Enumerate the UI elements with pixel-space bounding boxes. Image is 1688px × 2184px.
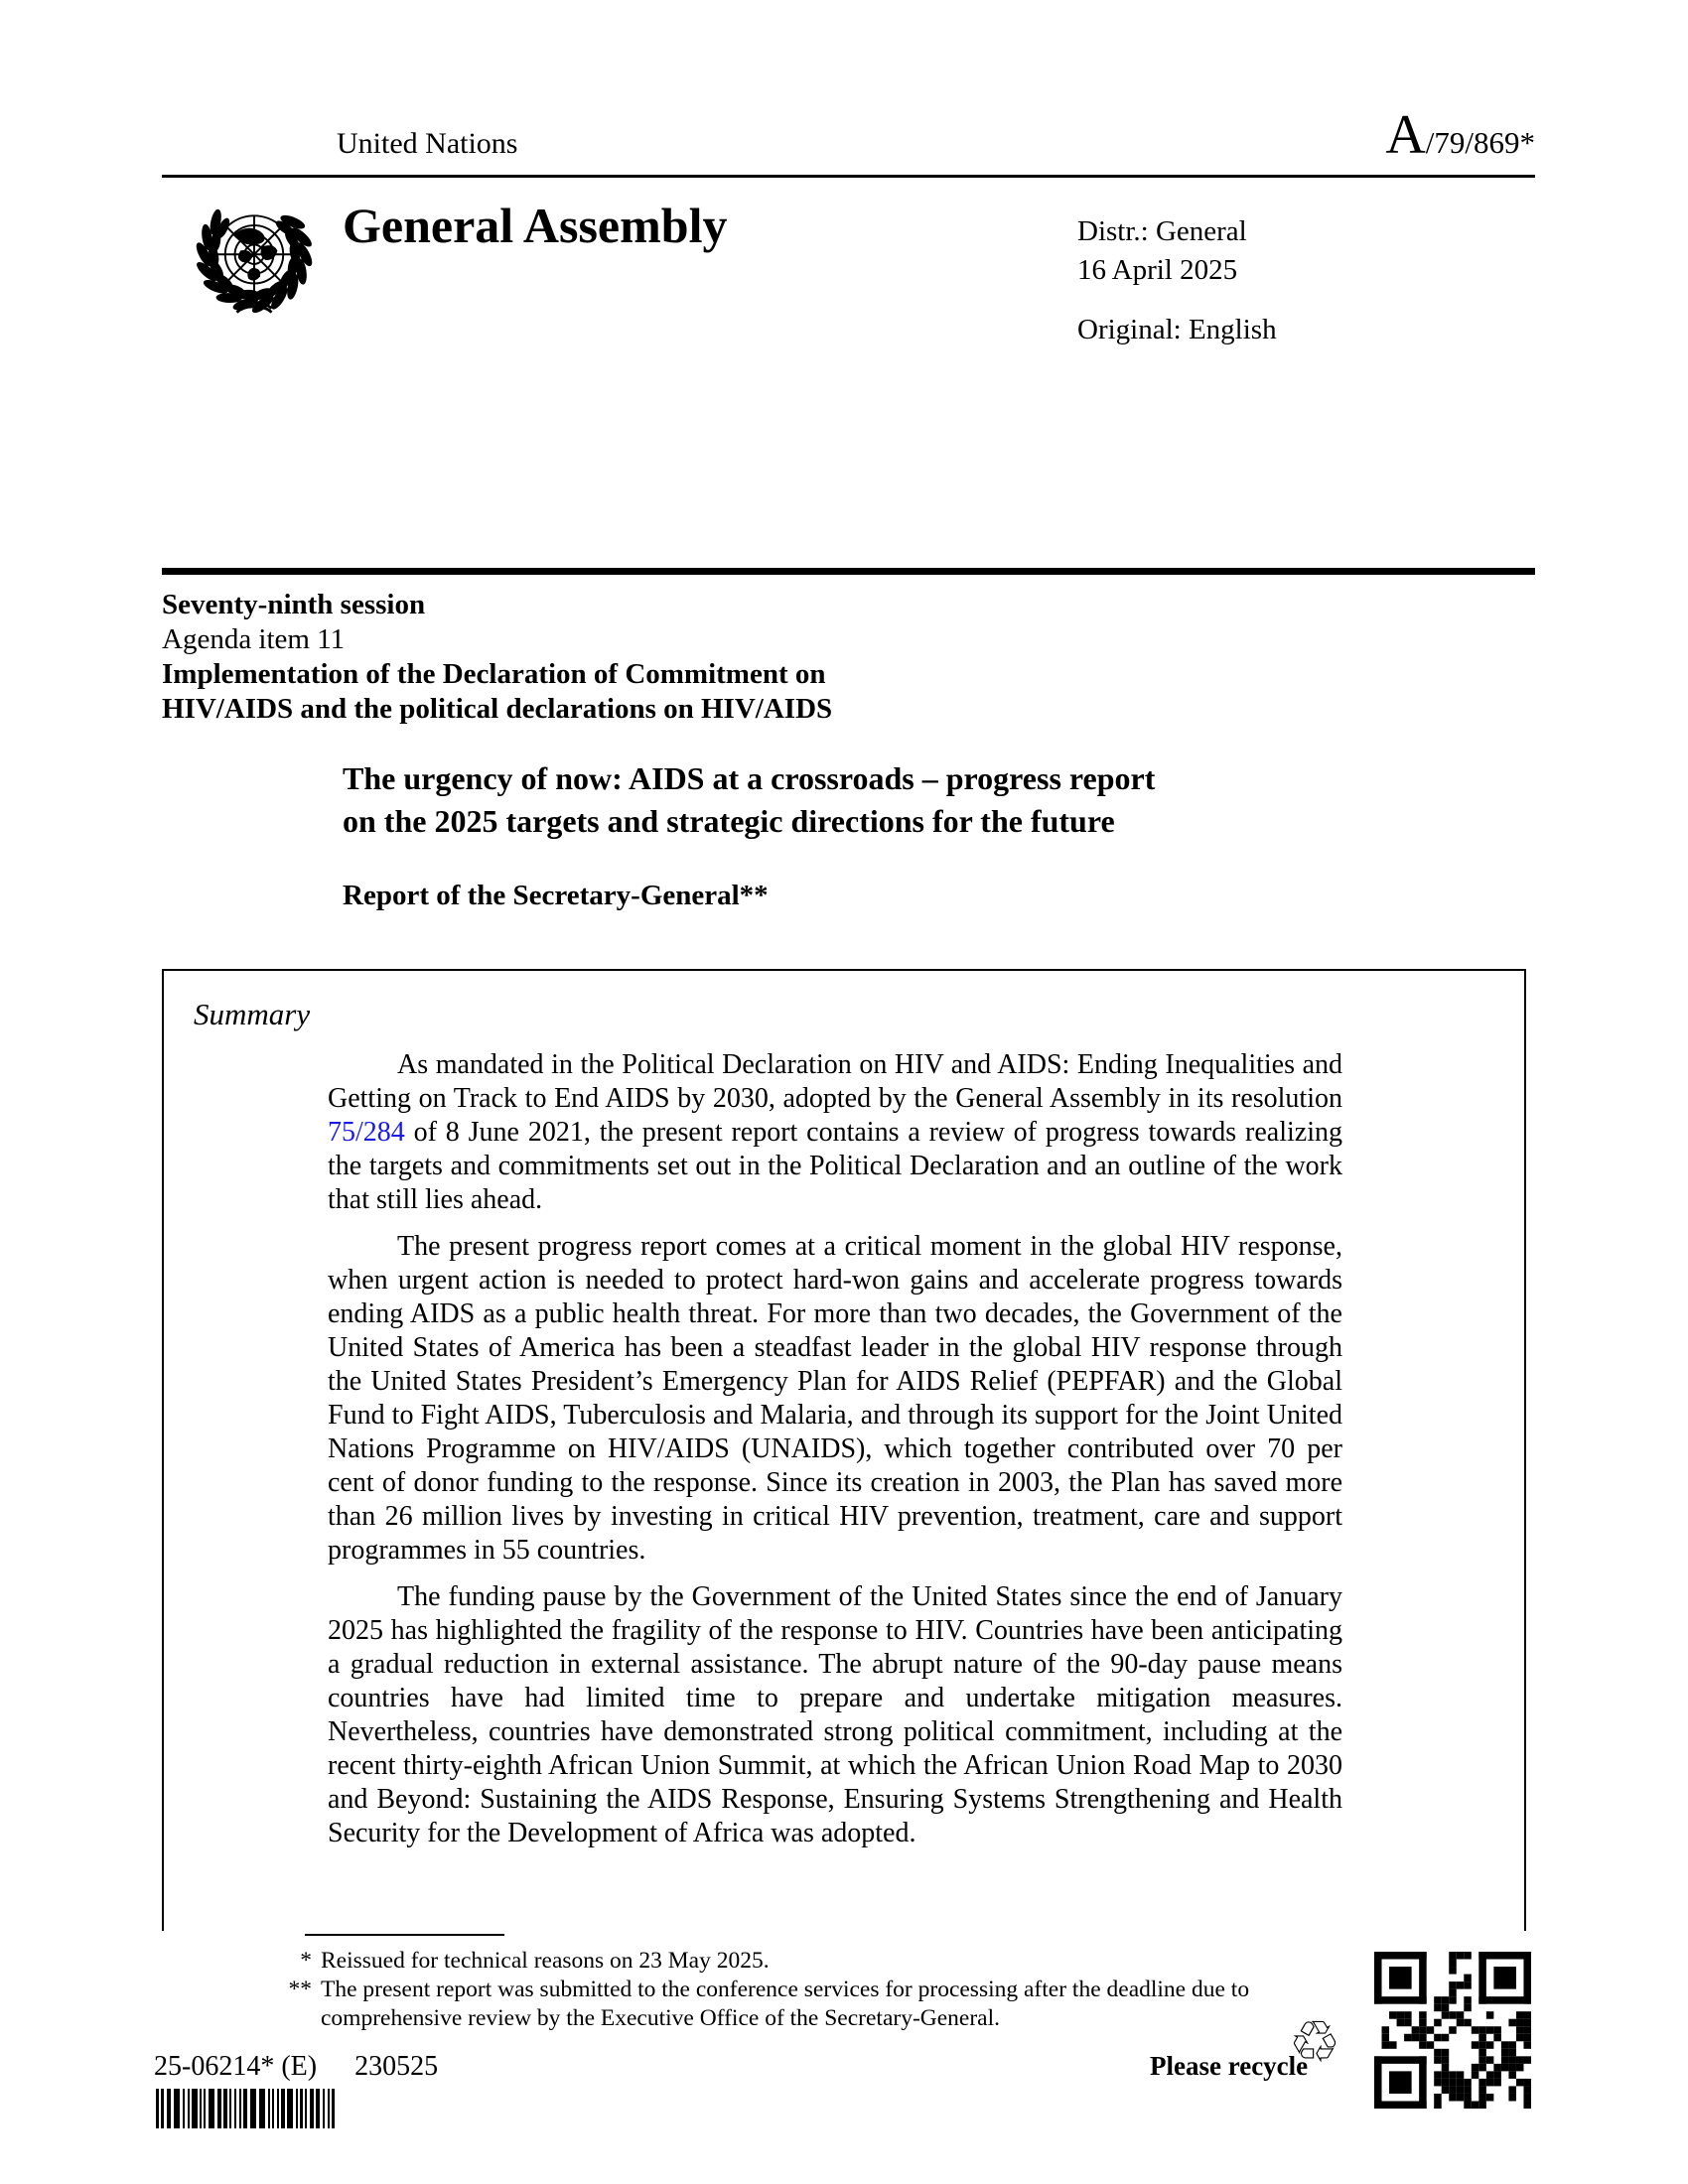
agenda-title-line1: Implementation of the Declaration of Commitment on [162,658,826,690]
summary-paragraphs [328,1048,1342,1850]
barcode [156,2089,341,2128]
session-title: Seventy-ninth session [162,589,426,620]
summary-paragraph-1 [328,1048,1342,1217]
summary-paragraph-3: The funding pause by the Government of the United States since the end of January 2025 has highlighted the fragility of the response to HIV. Countries have been anticipating a gradual reduction in external assistance. The abrupt nature of the 90-day pause means countries have had limited time to prepare and undertake mitigation measures. Nevertheless, countries have demonstrated strong political commitment, including at the recent thirty-eighth African Union Summit, at which the African Union Road Map to 2030 and Beyond: Sustaining the AIDS Response, Ensuring Systems Strengthening and Health Security for the Development of Africa was adopted. [328,1581,1342,1848]
report-title-line2: on the 2025 targets and strategic directions for the future [343,803,1115,839]
distribution-line: Distr.: General [1077,215,1247,247]
footnote-1-marker: * [300,1948,312,1974]
document-symbol-number: /79/869* [1425,125,1535,160]
header-rule-thin [162,175,1535,178]
org-name: United Nations [337,127,518,160]
report-subtitle: Report of the Secretary-General** [343,880,769,911]
footnotes [230,1947,1276,2033]
session-rule [162,568,1535,575]
document-id-date: 230525 [354,2051,439,2082]
summary-heading: Summary [194,997,311,1031]
document-symbol-letter: A [1385,104,1426,166]
para1-text-before: As mandated in the Political Declaration on HIV and AIDS: Ending Inequalities and Getting on Track to End AIDS by 2030, adopted by the General Assembly in its resolution [328,1049,1342,1114]
document-id-number: 25-06214* (E) [154,2051,318,2082]
report-title [343,757,1405,843]
date-line: 16 April 2025 [1077,254,1238,286]
un-emblem-icon [177,191,332,336]
body-name: General Assembly [343,198,728,253]
original-language-line: Original: English [1077,314,1277,345]
resolution-link[interactable]: 75/284 [328,1117,405,1148]
session-block [162,588,832,727]
document-id [154,2051,438,2083]
document-symbol [1385,103,1535,167]
footnote-1-text: Reissued for technical reasons on 23 May 2025. [321,1948,770,1974]
summary-paragraph-2: The present progress report comes at a critical moment in the global HIV response, when urgent action is needed to protect hard-won gains and accelerate progress towards ending AIDS as a public health threat. For more than two decades, the Government of the United States of America has been a steadfast leader in the global HIV response through the United States President’s Emergency Plan for AIDS Relief (PEPFAR) and the Global Fund to Fight AIDS, Tuberculosis and Malaria, and through its support for the Joint United Nations Programme on HIV/AIDS (UNAIDS), which together contributed over 70 per cent of donor funding to the response. Since its creation in 2003, the Plan has saved more than 26 million lives by investing in critical HIV prevention, treatment, care and support programmes in 55 countries. [328,1231,1342,1566]
agenda-title-line2: HIV/AIDS and the political declarations on HIV/AIDS [162,693,833,725]
footnote-2-text: The present report was submitted to the conference services for processing after the deadline due to comprehensive review by the Executive Office of the Secretary-General. [321,1977,1250,2031]
footnote-2 [230,1976,1276,2033]
para1-text-after: of 8 June 2021, the present report contains a review of progress towards realizing the targets and commitments set out in the Political Declaration and an outline of the work that still lies ahead. [328,1117,1342,1215]
distribution-block [1077,212,1247,290]
summary-box [162,969,1526,1931]
footnote-separator [305,1934,504,1936]
report-title-line1: The urgency of now: AIDS at a crossroads – progress report [343,760,1156,796]
footnote-1 [230,1947,1276,1976]
footnote-2-marker: ** [288,1977,312,2002]
agenda-item: Agenda item 11 [162,623,346,655]
recycle-label: Please recycle [1150,2051,1309,2081]
recycle-icon: ♲ [1289,2008,1340,2076]
qr-code [1374,1952,1531,2109]
